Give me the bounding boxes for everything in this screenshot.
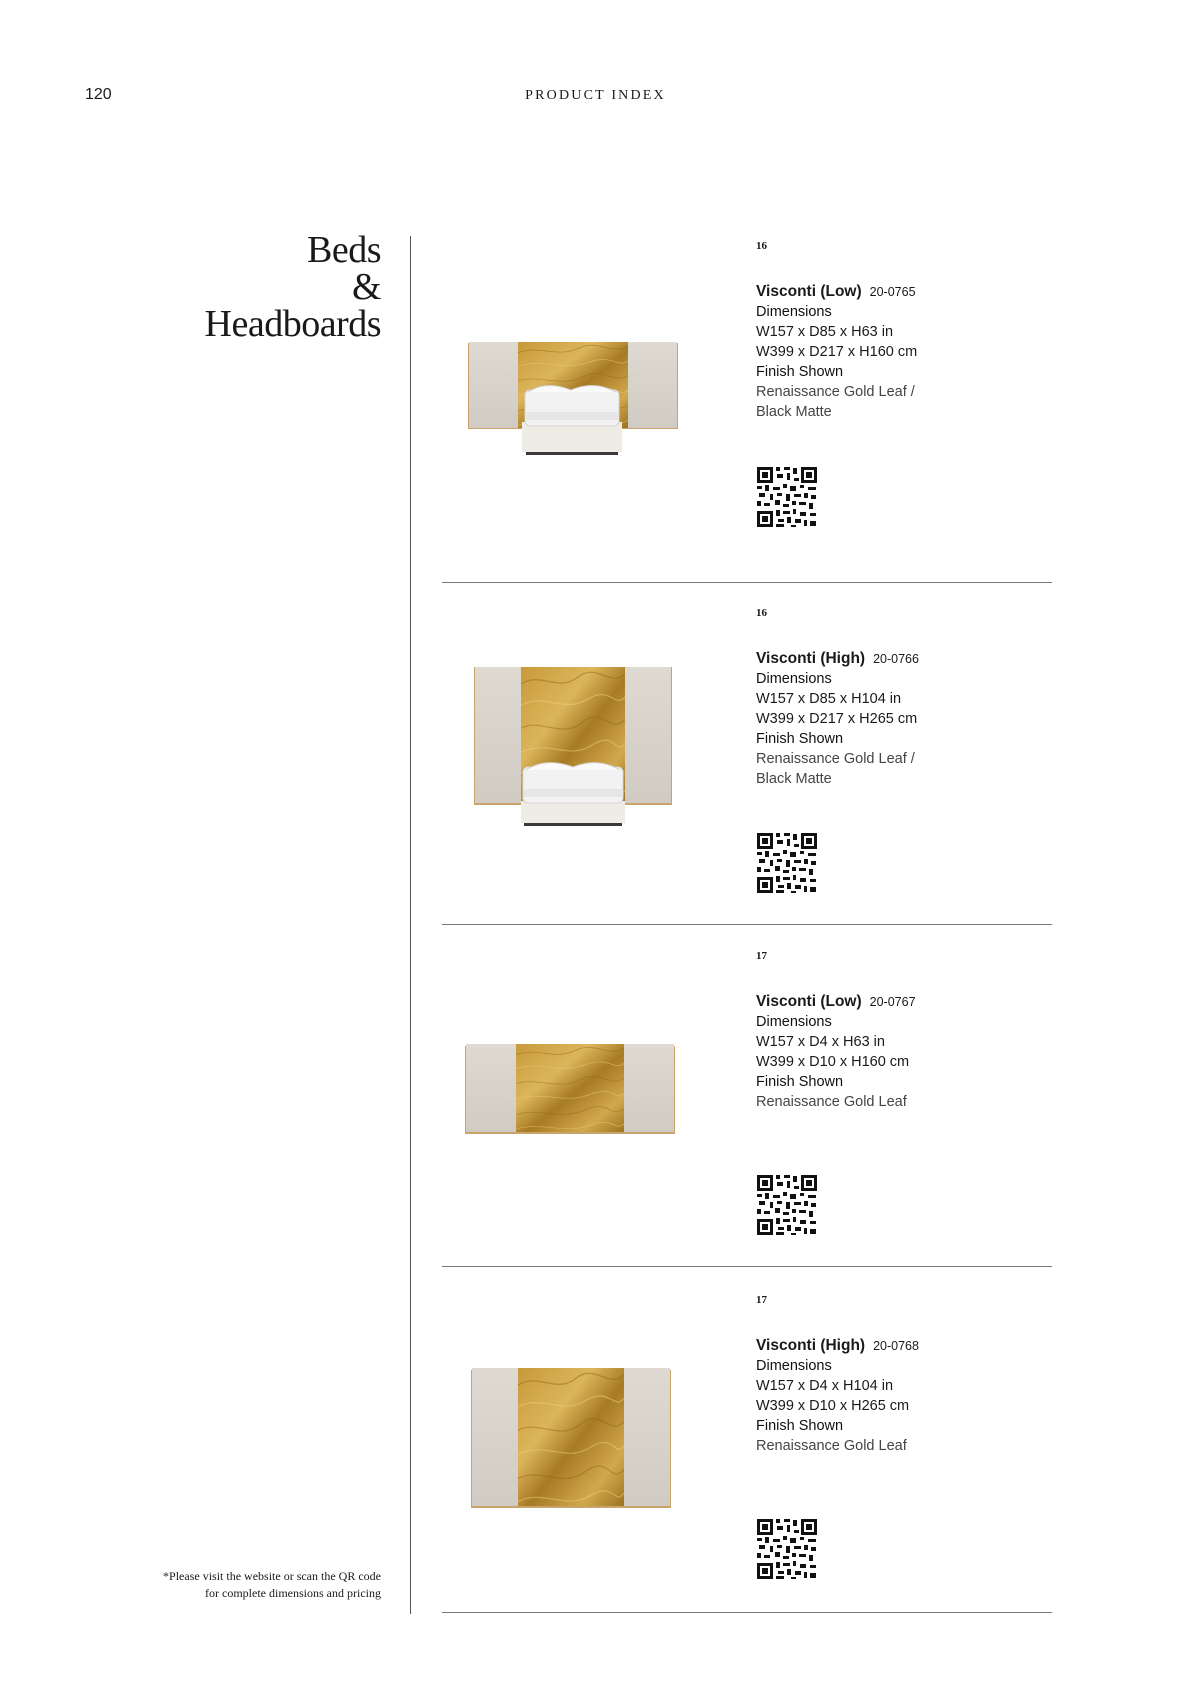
footnote-line: for complete dimensions and pricing [205, 1586, 381, 1600]
page-reference: 16 [756, 240, 767, 252]
qr-code[interactable] [756, 832, 818, 894]
row-divider [442, 1612, 1052, 1613]
finish-line: Black Matte [756, 404, 832, 420]
dimensions-inches: W157 x D85 x H104 in [756, 691, 902, 707]
product-code: 20-0766 [873, 652, 919, 666]
product-entry [442, 946, 1052, 1267]
product-info [756, 1290, 919, 1456]
product-entry [442, 603, 1052, 925]
finish-label: Finish Shown [756, 1074, 844, 1090]
qr-code[interactable] [756, 1174, 818, 1236]
row-divider [442, 1266, 1052, 1267]
product-name: Visconti (High) [756, 650, 866, 667]
footnote-line: *Please visit the website or scan the QR code [163, 1569, 381, 1583]
section-title [204, 229, 381, 345]
finish-label: Finish Shown [756, 1418, 844, 1434]
product-image [465, 1044, 675, 1136]
page-reference: 16 [756, 607, 767, 619]
product-name: Visconti (Low) [756, 283, 862, 300]
finish-label: Finish Shown [756, 364, 844, 380]
page-reference: 17 [756, 1294, 767, 1306]
dimensions-inches: W157 x D4 x H104 in [756, 1378, 894, 1394]
row-divider [442, 582, 1052, 583]
section-title-line2: & [351, 266, 381, 308]
dimensions-inches: W157 x D85 x H63 in [756, 324, 894, 340]
page-number: 120 [85, 86, 112, 103]
dimensions-cm: W399 x D217 x H160 cm [756, 344, 918, 360]
footnote [163, 1568, 381, 1602]
product-code: 20-0767 [869, 995, 916, 1009]
product-code: 20-0768 [873, 1339, 919, 1353]
finish-line: Renaissance Gold Leaf [756, 1094, 907, 1110]
product-code: 20-0765 [869, 285, 916, 299]
dimensions-label: Dimensions [756, 671, 832, 687]
product-entry [442, 236, 1052, 583]
finish-line: Black Matte [756, 771, 832, 787]
product-image [471, 1368, 671, 1510]
product-name: Visconti (Low) [756, 993, 862, 1010]
product-name: Visconti (High) [756, 1337, 866, 1354]
product-entry [442, 1290, 1052, 1613]
product-image [468, 342, 678, 458]
finish-label: Finish Shown [756, 731, 844, 747]
dimensions-cm: W399 x D10 x H265 cm [756, 1398, 910, 1414]
dimensions-label: Dimensions [756, 304, 832, 320]
finish-line: Renaissance Gold Leaf [756, 1438, 907, 1454]
dimensions-cm: W399 x D10 x H160 cm [756, 1054, 910, 1070]
dimensions-inches: W157 x D4 x H63 in [756, 1034, 885, 1050]
product-info [756, 236, 917, 422]
product-info [756, 946, 916, 1112]
running-title: PRODUCT INDEX [525, 88, 666, 103]
product-info [756, 603, 919, 789]
section-title-line1: Beds [307, 229, 381, 271]
finish-line: Renaissance Gold Leaf / [756, 751, 915, 767]
qr-code[interactable] [756, 466, 818, 528]
row-divider [442, 924, 1052, 925]
dimensions-label: Dimensions [756, 1358, 832, 1374]
section-title-line3: Headboards [204, 303, 381, 345]
vertical-divider [410, 236, 411, 1614]
dimensions-label: Dimensions [756, 1014, 832, 1030]
product-image [474, 667, 672, 827]
dimensions-cm: W399 x D217 x H265 cm [756, 711, 918, 727]
qr-code[interactable] [756, 1518, 818, 1580]
page-reference: 17 [756, 950, 767, 962]
finish-line: Renaissance Gold Leaf / [756, 384, 915, 400]
